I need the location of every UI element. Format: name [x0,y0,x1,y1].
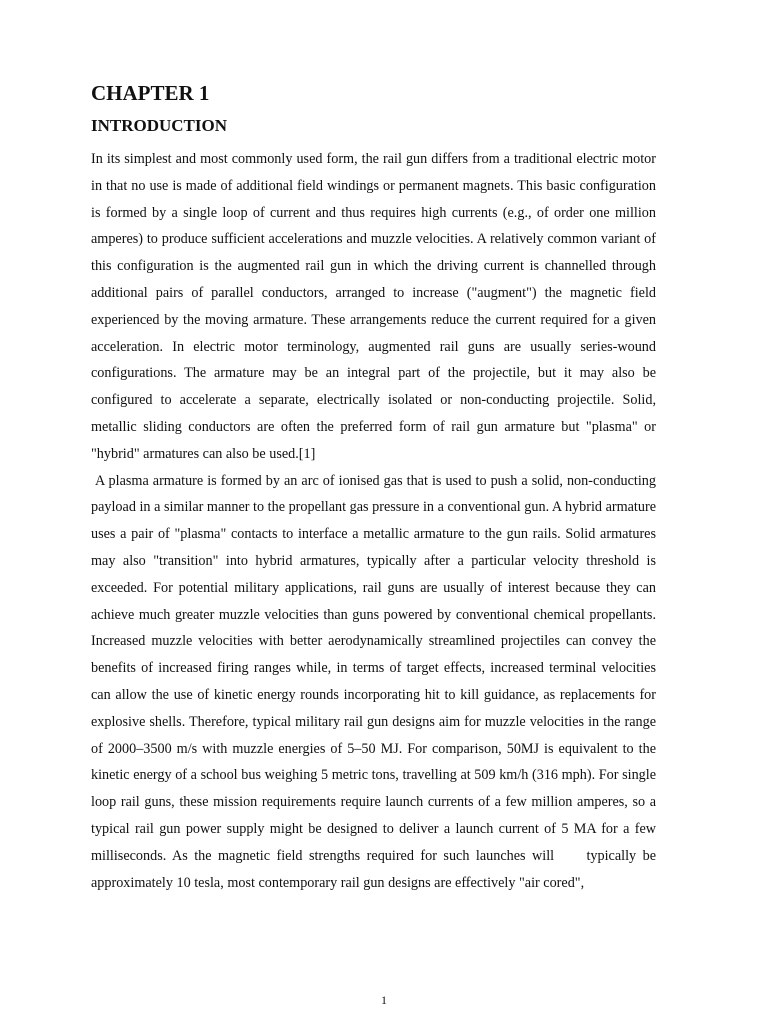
body-text [91,146,660,896]
paragraph-2: A plasma armature is formed by an arc of ionised gas that is used to push a solid, non-conducting payload in a similar manner to the propellant gas pressure in a conventional gun. A hybrid armature uses a pair of "plasma" contacts to interface a metallic armature to the gun rails. Solid armatures may also "transition" into hybrid armatures, typically after a particular velocity threshold is exceeded. For potential military applications, rail guns are usually of interest because they can achieve much greater muzzle velocities than guns powered by conventional chemical propellants. Increased muzzle velocities with better aerodynamically streamlined projectiles can convey the benefits of increased firing ranges while, in terms of target effects, increased terminal velocities can allow the use of kinetic energy rounds incorporating hit to kill guidance, as replacements for explosive shells. Therefore, typical military rail gun designs aim for muzzle velocities in the range of 2000–3500 m/s with muzzle energies of 5–50 MJ. For comparison, 50MJ is equivalent to the kinetic energy of a school bus weighing 5 metric tons, travelling at 509 km/h (316 mph). For single loop rail guns, these mission requirements require launch currents of a few million amperes, so a typical rail gun power supply might be designed to deliver a launch current of 5 MA for a few milliseconds. As the magnetic field strengths required for such launches will typically be approximately 10 tesla, most contemporary rail gun designs are effectively "air cored", [91,472,660,891]
page-number: 1 [381,993,387,1007]
chapter-title: CHAPTER 1 [91,81,210,105]
paragraph-1: In its simplest and most commonly used form, the rail gun differs from a traditional electric motor in that no use is made of additional field windings or permanent magnets. This basic configuration is formed by a single loop of current and thus requires high currents (e.g., of order one million amperes) to produce sufficient accelerations and muzzle velocities. A relatively common variant of this configuration is the augmented rail gun in which the driving current is channelled through additional pairs of parallel conductors, arranged to increase ("augment") the magnetic field experienced by the moving armature. These arrangements reduce the current required for a given acceleration. In electric motor terminology, augmented rail guns are usually series-wound configurations. The armature may be an integral part of the projectile, but it may also be configured to accelerate a separate, electrically isolated or non-conducting projectile. Solid, metallic sliding conductors are often the preferred form of rail gun armature but "plasma" or "hybrid" armatures can also be used.[1] [91,151,656,462]
section-title: INTRODUCTION [91,116,228,135]
